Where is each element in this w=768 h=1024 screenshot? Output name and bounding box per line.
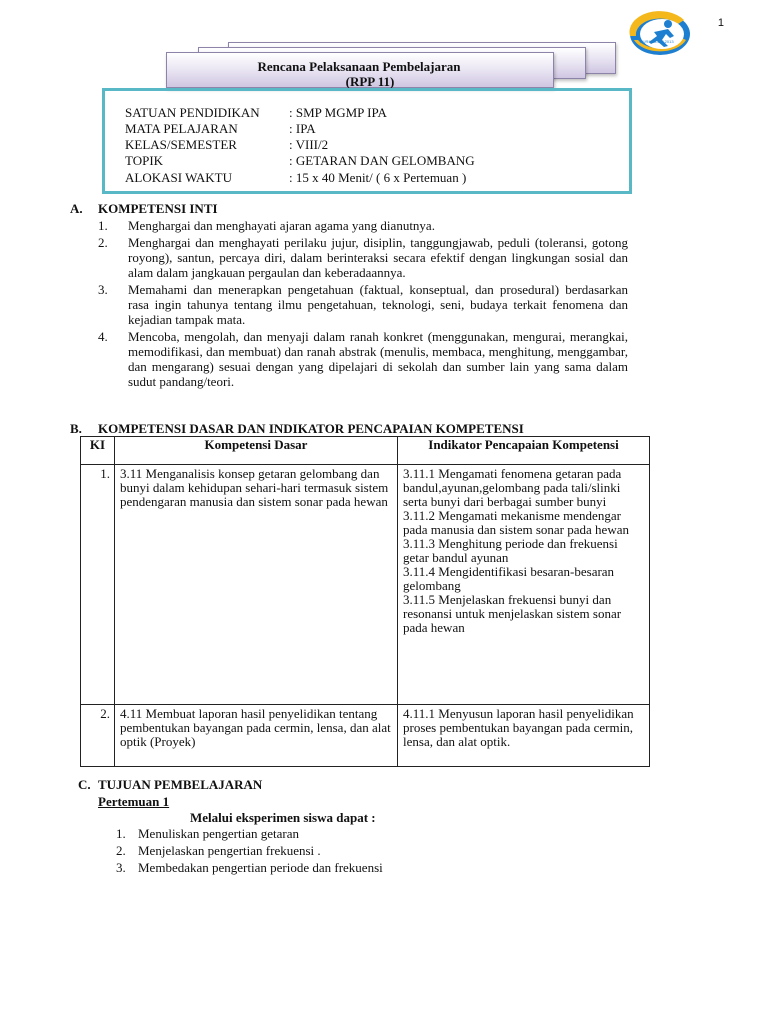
- indicator-item: 3.11.1 Mengamati fenomena getaran pada bandul,ayunan,gelombang pada tali/slinki serta bunyi dari berbagai sumber bunyi: [403, 466, 622, 509]
- identity-value: : 15 x 40 Menit/ ( 6 x Pertemuan ): [289, 170, 467, 185]
- indicator-item: 3.11.4 Mengidentifikasi besaran-besaran gelombang: [403, 564, 615, 593]
- section-letter: C.: [78, 777, 91, 792]
- list-number: 1.: [116, 826, 126, 841]
- ipk-cell: [398, 705, 650, 767]
- column-header-ki: KI: [81, 437, 115, 465]
- ki-cell: 2.: [81, 705, 115, 767]
- identity-key: MATA PELAJARAN: [125, 121, 238, 136]
- identity-key: KELAS/SEMESTER: [125, 137, 237, 152]
- list-text: Memahami dan menerapkan pengetahuan (faktual, konseptual, dan prosedural) berdasarkan rasa ingin tahunya tentang ilmu pengetahuan, teknologi, seni, budaya terkait fenomena dan kejadian tampak mata.: [128, 282, 628, 327]
- list-number: 3.: [98, 282, 108, 297]
- list-number: 4.: [98, 329, 108, 344]
- list-number: 2.: [98, 235, 108, 250]
- list-text: Menuliskan pengertian getaran: [138, 826, 299, 841]
- indicator-item: 3.11.3 Menghitung periode dan frekuensi: [403, 536, 618, 551]
- kurikulum-logo-icon: [624, 10, 694, 56]
- section-letter: B.: [70, 421, 82, 436]
- page-number: 1: [717, 17, 724, 29]
- indicator-item: 3.11.2 Mengamati mekanisme mendengar pada manusia dan sistem sonar pada hewan: [403, 508, 629, 537]
- identity-key: SATUAN PENDIDIKAN: [125, 105, 260, 120]
- table-row: [81, 465, 650, 705]
- objective-list: [116, 826, 646, 877]
- ipk-cell: [398, 465, 650, 705]
- document-title: [166, 59, 552, 89]
- indicator-item: getar bandul ayunan: [403, 550, 509, 565]
- list-number: 3.: [116, 860, 126, 875]
- list-number: 2.: [116, 843, 126, 858]
- identity-value: : SMP MGMP IPA: [289, 105, 387, 120]
- section-title: TUJUAN PEMBELAJARAN: [98, 777, 263, 792]
- kd-cell: 4.11 Membuat laporan hasil penyelidikan tentang pembentukan bayangan pada cermin, lensa, dan alat optik (Proyek): [115, 705, 398, 767]
- identity-value: : IPA: [289, 121, 316, 136]
- list-item: [98, 329, 628, 389]
- table-row: [81, 705, 650, 767]
- ki-cell: 1.: [81, 465, 115, 705]
- title-line-2: (RPP 11): [345, 74, 395, 89]
- list-item: [98, 282, 628, 327]
- identity-value: : VIII/2: [289, 137, 329, 152]
- section-letter: A.: [70, 201, 83, 216]
- logo-text: KURIKULUM 2013: [640, 39, 674, 44]
- indicator-item: 3.11.5 Menjelaskan frekuensi bunyi dan resonansi untuk menjelaskan sistem sonar pada hewan: [403, 592, 622, 635]
- identity-key: ALOKASI WAKTU: [125, 170, 233, 185]
- list-item: [98, 235, 628, 280]
- list-text: Membedakan pengertian periode dan frekuensi: [138, 860, 383, 875]
- list-item: [98, 218, 628, 233]
- list-item: [116, 843, 646, 858]
- list-number: 1.: [98, 218, 108, 233]
- meeting-label: Pertemuan 1: [98, 794, 170, 809]
- identity-value: : GETARAN DAN GELOMBANG: [289, 153, 475, 168]
- core-competence-list: [98, 218, 628, 391]
- list-text: Mencoba, mengolah, dan menyaji dalam ranah konkret (menggunakan, mengurai, merangkai, memodifikasi, dan membuat) dan ranah abstrak (menulis, membaca, menghitung, menggambar, dan mengarang) sesuai dengan yang dipelajari di sekolah dan sumber lain yang sama dalam sudut pandang/teori.: [128, 329, 628, 389]
- list-item: [116, 860, 646, 875]
- column-header-ipk: Indikator Pencapaian Kompetensi: [398, 437, 650, 465]
- section-title: KOMPETENSI DASAR DAN INDIKATOR PENCAPAIAN KOMPETENSI: [98, 421, 524, 436]
- table-header-row: [81, 437, 650, 465]
- column-header-kd: Kompetensi Dasar: [115, 437, 398, 465]
- objective-intro: Melalui eksperimen siswa dapat :: [190, 810, 376, 825]
- title-line-1: Rencana Pelaksanaan Pembelajaran: [257, 59, 461, 74]
- section-title: KOMPETENSI INTI: [98, 201, 218, 216]
- list-text: Menghargai dan menghayati perilaku jujur, disiplin, tanggungjawab, peduli (toleransi, gotong royong), santun, percaya diri, dalam berinteraksi secara efektif dengan lingkungan sosial dan alam dalam jangkauan pergaulan dan keberadaannya.: [128, 235, 628, 280]
- list-text: Menghargai dan menghayati ajaran agama yang dianutnya.: [128, 218, 435, 233]
- kd-cell: 3.11 Menganalisis konsep getaran gelombang dan bunyi dalam kehidupan sehari-hari termasuk sistem pendengaran manusia dan sistem sonar pada hewan: [115, 465, 398, 705]
- indicator-item: 4.11.1 Menyusun laporan hasil penyelidikan proses pembentukan bayangan pada cermin, lensa, dan alat optik.: [403, 706, 634, 749]
- list-item: [116, 826, 646, 841]
- identity-key: TOPIK: [125, 153, 164, 168]
- competence-table: [80, 436, 650, 767]
- list-text: Menjelaskan pengertian frekuensi .: [138, 843, 321, 858]
